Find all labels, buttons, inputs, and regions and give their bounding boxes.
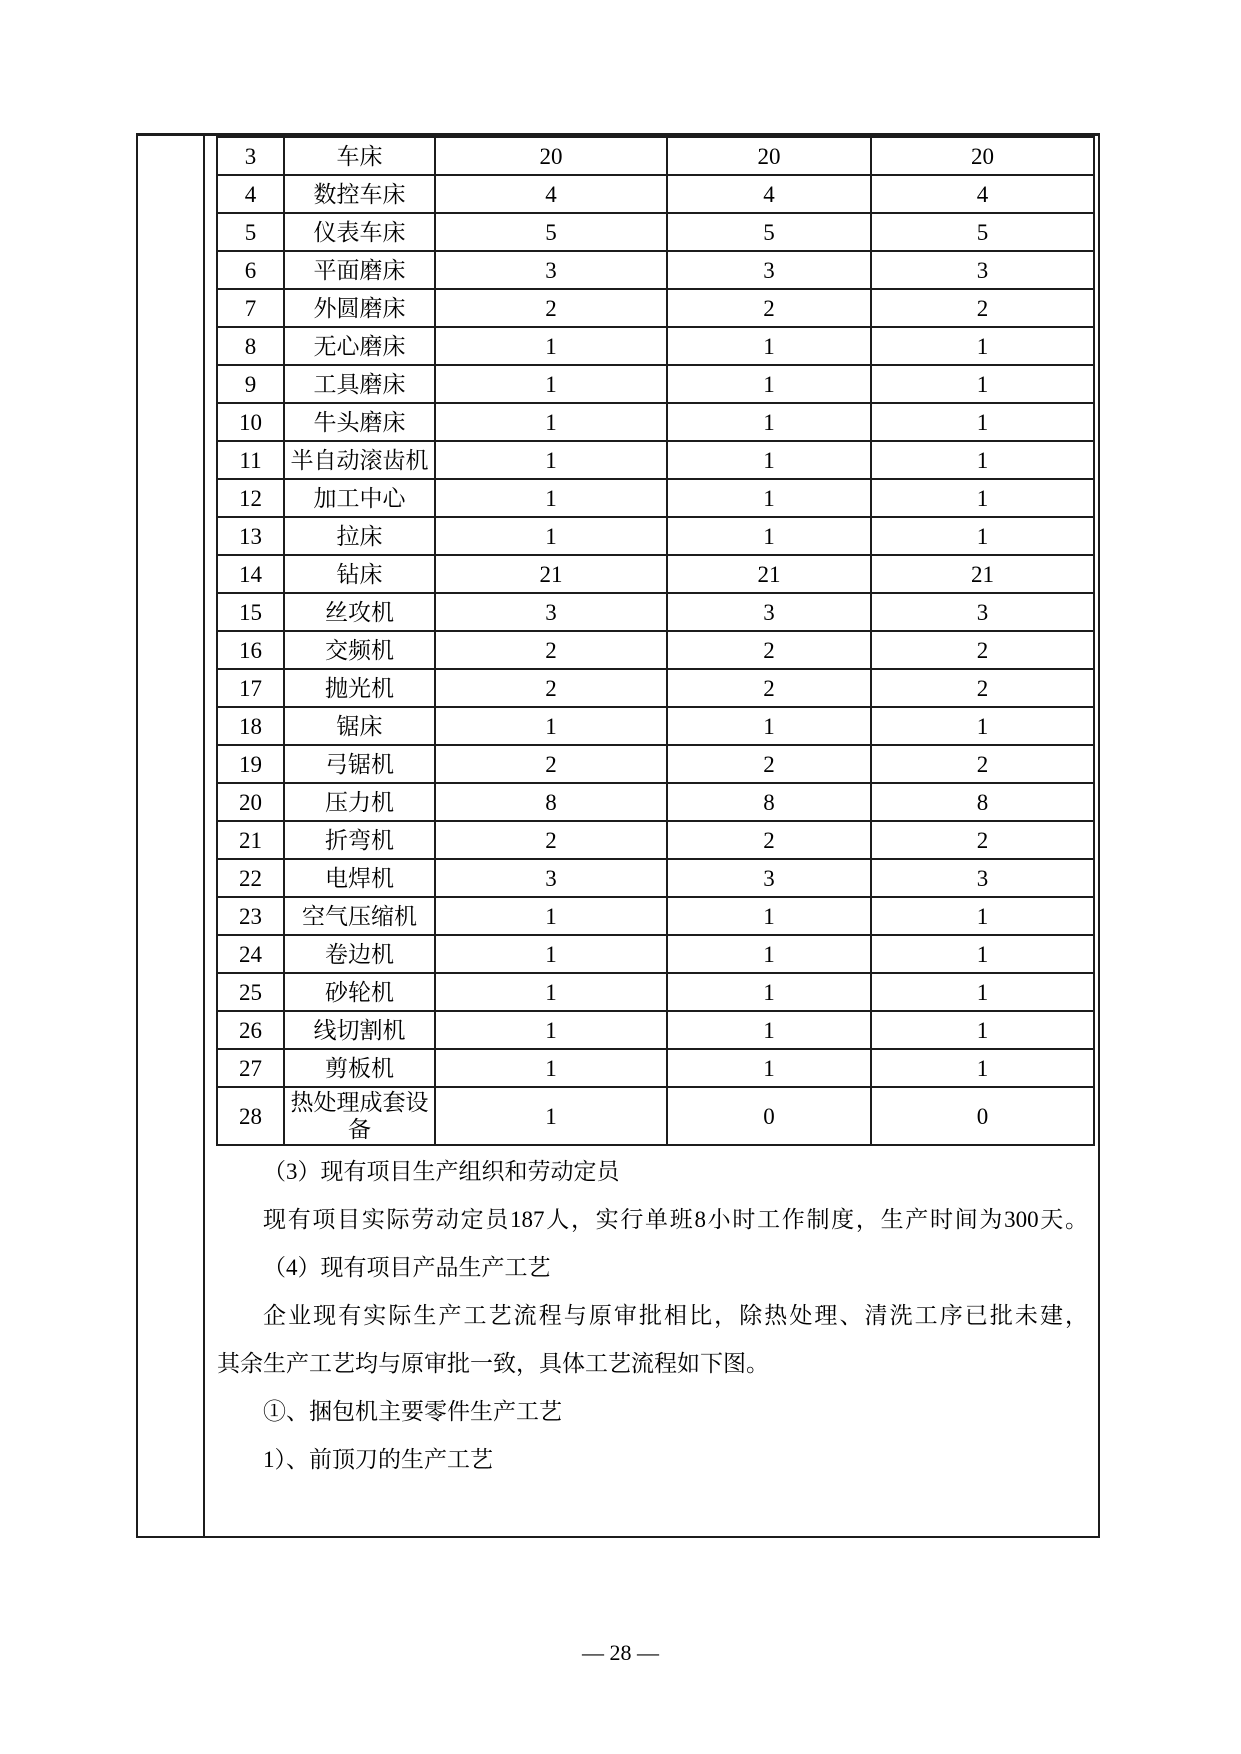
cell-count-2: 3 — [667, 593, 871, 631]
cell-count-1: 1 — [435, 935, 667, 973]
cell-count-2: 0 — [667, 1087, 871, 1145]
cell-count-2: 20 — [667, 137, 871, 175]
cell-equipment-name: 丝攻机 — [284, 593, 435, 631]
cell-count-3: 1 — [871, 897, 1094, 935]
cell-count-1: 3 — [435, 593, 667, 631]
table-row — [217, 1087, 1094, 1145]
cell-count-2: 21 — [667, 555, 871, 593]
cell-row-number: 16 — [217, 631, 284, 669]
table-row — [217, 327, 1094, 365]
table-row — [217, 441, 1094, 479]
cell-count-2: 2 — [667, 669, 871, 707]
cell-count-3: 20 — [871, 137, 1094, 175]
cell-row-number: 28 — [217, 1087, 284, 1145]
table-row — [217, 1011, 1094, 1049]
cell-count-1: 1 — [435, 403, 667, 441]
cell-equipment-name: 外圆磨床 — [284, 289, 435, 327]
cell-count-3: 3 — [871, 251, 1094, 289]
cell-equipment-name: 砂轮机 — [284, 973, 435, 1011]
table-row — [217, 935, 1094, 973]
cell-row-number: 23 — [217, 897, 284, 935]
cell-row-number: 21 — [217, 821, 284, 859]
cell-row-number: 3 — [217, 137, 284, 175]
frame-content-column — [205, 136, 1098, 1536]
cell-equipment-name: 车床 — [284, 137, 435, 175]
cell-count-1: 20 — [435, 137, 667, 175]
cell-count-2: 4 — [667, 175, 871, 213]
cell-row-number: 5 — [217, 213, 284, 251]
cell-count-2: 1 — [667, 327, 871, 365]
cell-row-number: 14 — [217, 555, 284, 593]
table-row — [217, 973, 1094, 1011]
cell-equipment-name: 剪板机 — [284, 1049, 435, 1087]
cell-row-number: 24 — [217, 935, 284, 973]
cell-count-3: 8 — [871, 783, 1094, 821]
cell-count-1: 2 — [435, 669, 667, 707]
cell-row-number: 13 — [217, 517, 284, 555]
equipment-table-body — [217, 137, 1094, 1145]
cell-equipment-name: 牛头磨床 — [284, 403, 435, 441]
cell-count-1: 1 — [435, 327, 667, 365]
cell-equipment-name: 折弯机 — [284, 821, 435, 859]
list-item-front-cutter: 1）、前顶刀的生产工艺 — [263, 1447, 493, 1472]
cell-count-1: 1 — [435, 897, 667, 935]
cell-count-3: 3 — [871, 859, 1094, 897]
cell-row-number: 8 — [217, 327, 284, 365]
table-row — [217, 669, 1094, 707]
cell-count-1: 1 — [435, 1087, 667, 1145]
cell-equipment-name: 压力机 — [284, 783, 435, 821]
cell-equipment-name: 加工中心 — [284, 479, 435, 517]
cell-count-1: 1 — [435, 517, 667, 555]
cell-row-number: 19 — [217, 745, 284, 783]
cell-equipment-name: 数控车床 — [284, 175, 435, 213]
equipment-table — [216, 136, 1095, 1146]
section-heading-4: （4）现有项目产品生产工艺 — [263, 1255, 551, 1280]
cell-row-number: 18 — [217, 707, 284, 745]
cell-count-3: 3 — [871, 593, 1094, 631]
cell-count-1: 1 — [435, 441, 667, 479]
cell-row-number: 15 — [217, 593, 284, 631]
cell-count-2: 1 — [667, 441, 871, 479]
cell-count-1: 2 — [435, 289, 667, 327]
cell-count-3: 2 — [871, 289, 1094, 327]
page-number: — 28 — — [582, 1640, 659, 1665]
cell-count-1: 2 — [435, 821, 667, 859]
cell-count-3: 4 — [871, 175, 1094, 213]
cell-equipment-name: 热处理成套设备 — [284, 1087, 435, 1145]
table-row — [217, 783, 1094, 821]
cell-count-3: 1 — [871, 327, 1094, 365]
cell-equipment-name: 交频机 — [284, 631, 435, 669]
cell-equipment-name: 空气压缩机 — [284, 897, 435, 935]
cell-equipment-name: 卷边机 — [284, 935, 435, 973]
cell-count-2: 1 — [667, 897, 871, 935]
cell-row-number: 26 — [217, 1011, 284, 1049]
cell-count-3: 5 — [871, 213, 1094, 251]
cell-count-1: 2 — [435, 631, 667, 669]
cell-count-3: 1 — [871, 973, 1094, 1011]
cell-count-2: 1 — [667, 403, 871, 441]
cell-equipment-name: 电焊机 — [284, 859, 435, 897]
paragraph-process-line2: 其余生产工艺均与原审批一致，具体工艺流程如下图。 — [217, 1351, 769, 1376]
cell-count-2: 1 — [667, 1049, 871, 1087]
cell-count-2: 2 — [667, 745, 871, 783]
cell-count-3: 1 — [871, 479, 1094, 517]
table-row — [217, 289, 1094, 327]
text-section — [217, 1148, 1088, 1484]
cell-count-3: 1 — [871, 365, 1094, 403]
cell-count-2: 1 — [667, 1011, 871, 1049]
cell-row-number: 17 — [217, 669, 284, 707]
cell-count-2: 1 — [667, 935, 871, 973]
cell-count-2: 2 — [667, 631, 871, 669]
document-frame — [136, 133, 1100, 1538]
cell-count-1: 8 — [435, 783, 667, 821]
cell-count-3: 2 — [871, 745, 1094, 783]
table-row — [217, 517, 1094, 555]
cell-count-1: 1 — [435, 479, 667, 517]
cell-count-1: 1 — [435, 1011, 667, 1049]
cell-count-3: 2 — [871, 821, 1094, 859]
table-row — [217, 707, 1094, 745]
cell-count-1: 4 — [435, 175, 667, 213]
cell-count-1: 1 — [435, 973, 667, 1011]
cell-count-1: 2 — [435, 745, 667, 783]
cell-count-3: 1 — [871, 403, 1094, 441]
cell-count-3: 21 — [871, 555, 1094, 593]
cell-equipment-name: 弓锯机 — [284, 745, 435, 783]
paragraph-staffing: 现有项目实际劳动定员187人，实行单班8小时工作制度，生产时间为300天。 — [263, 1207, 1088, 1232]
table-row — [217, 631, 1094, 669]
cell-count-2: 2 — [667, 821, 871, 859]
cell-count-2: 2 — [667, 289, 871, 327]
cell-row-number: 6 — [217, 251, 284, 289]
cell-row-number: 9 — [217, 365, 284, 403]
cell-row-number: 11 — [217, 441, 284, 479]
cell-equipment-name: 锯床 — [284, 707, 435, 745]
cell-count-2: 5 — [667, 213, 871, 251]
cell-count-2: 3 — [667, 251, 871, 289]
cell-row-number: 25 — [217, 973, 284, 1011]
table-row — [217, 403, 1094, 441]
cell-count-1: 3 — [435, 859, 667, 897]
cell-count-1: 21 — [435, 555, 667, 593]
cell-count-2: 1 — [667, 479, 871, 517]
cell-count-3: 1 — [871, 1011, 1094, 1049]
cell-row-number: 20 — [217, 783, 284, 821]
cell-equipment-name: 仪表车床 — [284, 213, 435, 251]
cell-row-number: 4 — [217, 175, 284, 213]
cell-equipment-name: 工具磨床 — [284, 365, 435, 403]
table-row — [217, 251, 1094, 289]
cell-equipment-name: 钻床 — [284, 555, 435, 593]
cell-row-number: 12 — [217, 479, 284, 517]
cell-count-2: 1 — [667, 365, 871, 403]
cell-count-3: 2 — [871, 631, 1094, 669]
table-row — [217, 137, 1094, 175]
cell-count-3: 0 — [871, 1087, 1094, 1145]
table-row — [217, 897, 1094, 935]
cell-count-3: 1 — [871, 935, 1094, 973]
cell-count-2: 1 — [667, 707, 871, 745]
cell-row-number: 7 — [217, 289, 284, 327]
cell-count-3: 1 — [871, 707, 1094, 745]
table-row — [217, 479, 1094, 517]
cell-count-2: 3 — [667, 859, 871, 897]
cell-count-2: 8 — [667, 783, 871, 821]
table-row — [217, 593, 1094, 631]
cell-count-3: 2 — [871, 669, 1094, 707]
cell-count-3: 1 — [871, 1049, 1094, 1087]
cell-count-1: 1 — [435, 365, 667, 403]
cell-count-2: 1 — [667, 517, 871, 555]
table-row — [217, 555, 1094, 593]
cell-equipment-name: 线切割机 — [284, 1011, 435, 1049]
cell-equipment-name: 抛光机 — [284, 669, 435, 707]
cell-count-1: 3 — [435, 251, 667, 289]
cell-count-3: 1 — [871, 441, 1094, 479]
cell-row-number: 27 — [217, 1049, 284, 1087]
table-row — [217, 745, 1094, 783]
cell-equipment-name: 半自动滚齿机 — [284, 441, 435, 479]
table-row — [217, 213, 1094, 251]
cell-count-1: 5 — [435, 213, 667, 251]
paragraph-process-line1: 企业现有实际生产工艺流程与原审批相比，除热处理、清洗工序已批未建， — [263, 1303, 1088, 1328]
table-row — [217, 821, 1094, 859]
list-item-baler-parts: ①、捆包机主要零件生产工艺 — [263, 1399, 562, 1424]
cell-row-number: 10 — [217, 403, 284, 441]
table-row — [217, 175, 1094, 213]
cell-row-number: 22 — [217, 859, 284, 897]
cell-count-1: 1 — [435, 707, 667, 745]
cell-equipment-name: 无心磨床 — [284, 327, 435, 365]
cell-equipment-name: 拉床 — [284, 517, 435, 555]
cell-equipment-name: 平面磨床 — [284, 251, 435, 289]
table-row — [217, 859, 1094, 897]
cell-count-2: 1 — [667, 973, 871, 1011]
table-row — [217, 1049, 1094, 1087]
section-heading-3: （3）现有项目生产组织和劳动定员 — [263, 1159, 620, 1184]
cell-count-1: 1 — [435, 1049, 667, 1087]
table-row — [217, 365, 1094, 403]
cell-count-3: 1 — [871, 517, 1094, 555]
frame-left-column — [138, 136, 205, 1536]
